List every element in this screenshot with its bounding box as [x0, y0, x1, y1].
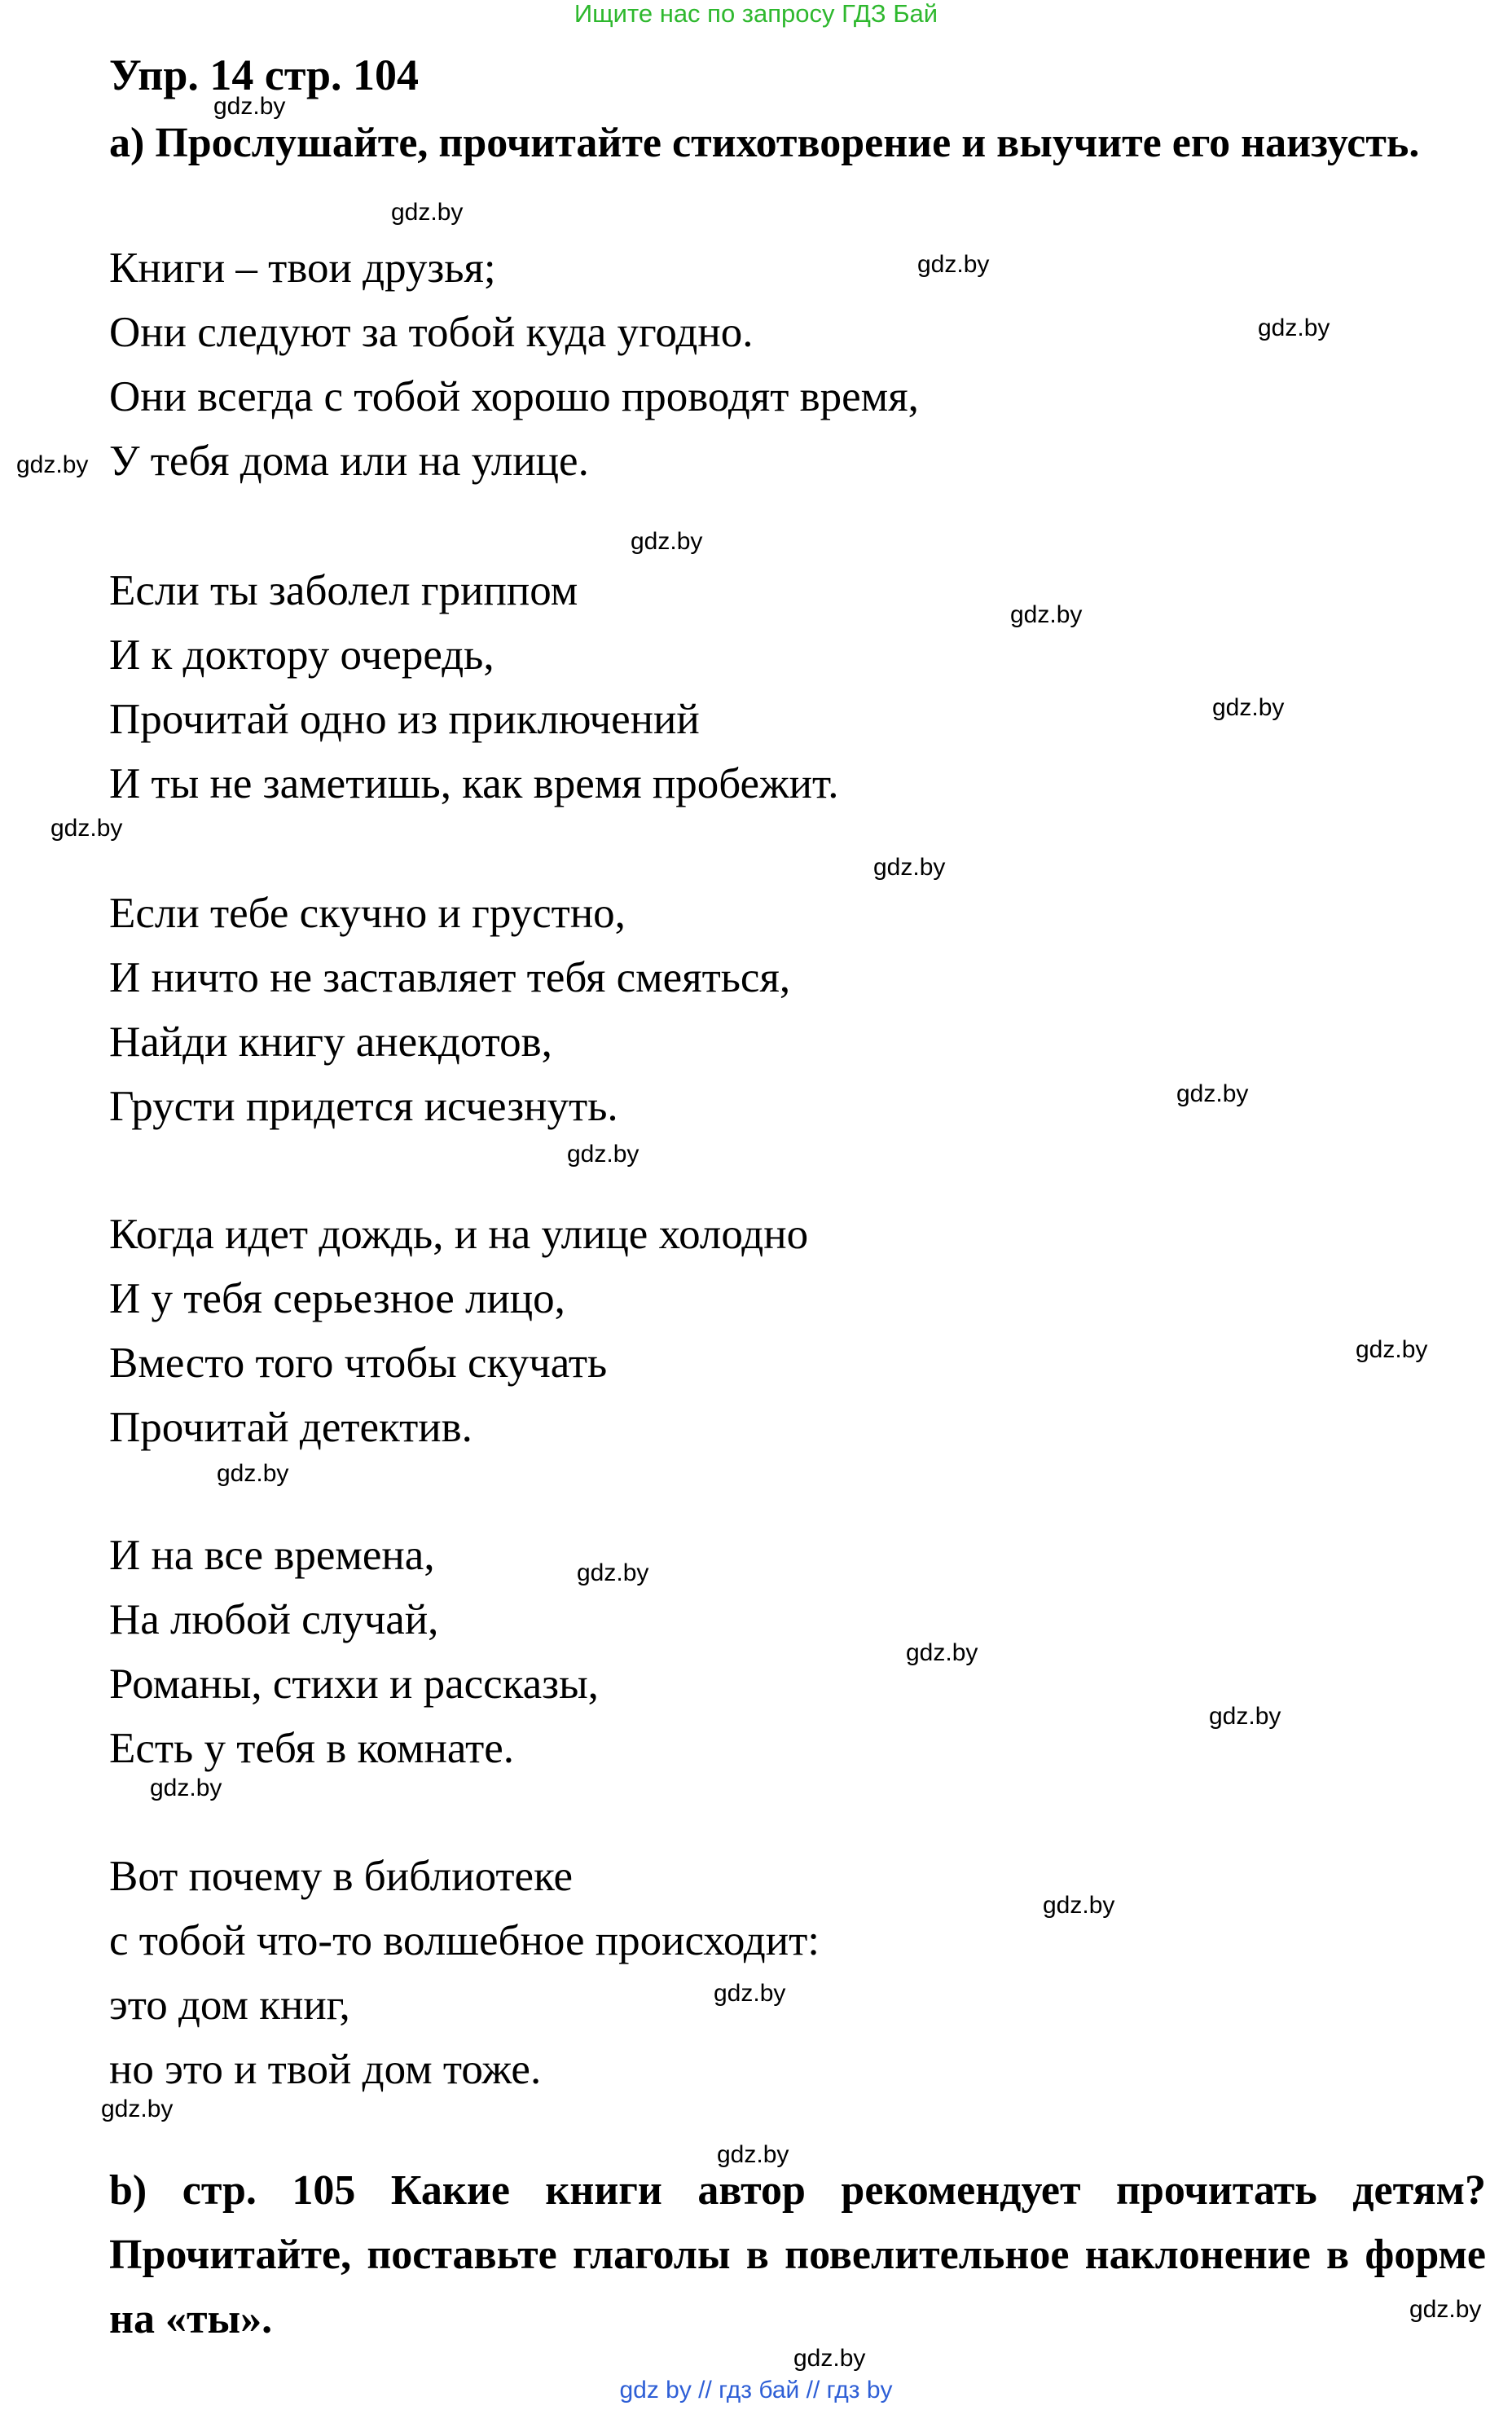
poem-line: И ничто не заставляет тебя смеяться,	[109, 954, 791, 1001]
poem-line: Книги – твои друзья;	[109, 244, 496, 292]
watermark: gdz.by	[906, 1639, 978, 1666]
poem-stanza-4	[109, 1203, 808, 1460]
poem-line: И у тебя серьезное лицо,	[109, 1275, 565, 1322]
watermark: gdz.by	[567, 1141, 640, 1168]
watermark: gdz.by	[793, 2345, 866, 2372]
footer-links[interactable]: gdz by // гдз бай // гдз by	[619, 2377, 893, 2404]
poem-line: Когда идет дождь, и на улице холодно	[109, 1211, 809, 1258]
watermark: gdz.by	[1258, 314, 1330, 341]
poem-stanza-3	[109, 882, 790, 1139]
poem-line: Есть у тебя в комнате.	[109, 1725, 515, 1772]
task-b-instruction: b) стр. 105 Какие книги автор рекомендует прочитать детям? Прочитайте, поставьте глаголы в повелительное наклонение в форме на «ты».	[109, 2167, 1486, 2342]
watermark: gdz.by	[1010, 601, 1083, 628]
watermark: gdz.by	[1176, 1080, 1249, 1107]
poem-stanza-5	[109, 1524, 599, 1781]
watermark: gdz.by	[391, 199, 464, 226]
poem-line: На любой случай,	[109, 1596, 439, 1643]
poem-line: Грусти придется исчезнуть.	[109, 1083, 618, 1130]
poem-line: У тебя дома или на улице.	[109, 438, 589, 485]
top-banner: Ищите нас по запросу ГДЗ Бай	[574, 0, 938, 28]
watermark: gdz.by	[16, 451, 89, 478]
poem-stanza-2	[109, 559, 838, 816]
poem-line: Вот почему в библиотеке	[109, 1853, 574, 1900]
task-a-instruction: а) Прослушайте, прочитайте стихотворение и выучите его наизусть.	[109, 120, 1420, 166]
poem-line: Они следуют за тобой куда угодно.	[109, 309, 754, 356]
poem-line: Романы, стихи и рассказы,	[109, 1660, 599, 1708]
poem-line: Если тебе скучно и грустно,	[109, 890, 626, 937]
poem-line: И ты не заметишь, как время пробежит.	[109, 760, 839, 807]
watermark: gdz.by	[577, 1559, 649, 1586]
poem-line: это дом книг,	[109, 1981, 350, 2029]
watermark: gdz.by	[1356, 1336, 1428, 1363]
poem-stanza-1	[109, 236, 919, 494]
watermark: gdz.by	[101, 2096, 174, 2122]
watermark: gdz.by	[717, 2141, 789, 2168]
poem-line: с тобой что-то волшебное происходит:	[109, 1917, 820, 1964]
poem-line: Они всегда с тобой хорошо проводят время,	[109, 373, 919, 420]
watermark: gdz.by	[1409, 2296, 1482, 2323]
exercise-title: Упр. 14 стр. 104	[109, 51, 420, 99]
poem-line: Вместо того чтобы скучать	[109, 1339, 608, 1387]
poem-line: Если ты заболел гриппом	[109, 567, 578, 614]
poem-line: но это и твой дом тоже.	[109, 2046, 542, 2093]
watermark: gdz.by	[714, 1980, 786, 2007]
watermark: gdz.by	[917, 251, 990, 278]
poem-stanza-6	[109, 1845, 820, 2102]
watermark: gdz.by	[873, 854, 946, 881]
watermark: gdz.by	[1043, 1892, 1115, 1919]
watermark: gdz.by	[150, 1775, 222, 1801]
poem-line: И к доктору очередь,	[109, 631, 494, 679]
watermark: gdz.by	[631, 528, 703, 555]
poem-line: И на все времена,	[109, 1532, 435, 1579]
poem-line: Найди книгу анекдотов,	[109, 1018, 552, 1066]
watermark: gdz.by	[217, 1460, 289, 1487]
poem-line: Прочитай детектив.	[109, 1404, 472, 1451]
watermark: gdz.by	[213, 93, 286, 120]
poem-line: Прочитай одно из приключений	[109, 696, 700, 743]
watermark: gdz.by	[1212, 694, 1285, 721]
watermark: gdz.by	[51, 815, 123, 842]
watermark: gdz.by	[1209, 1703, 1281, 1730]
